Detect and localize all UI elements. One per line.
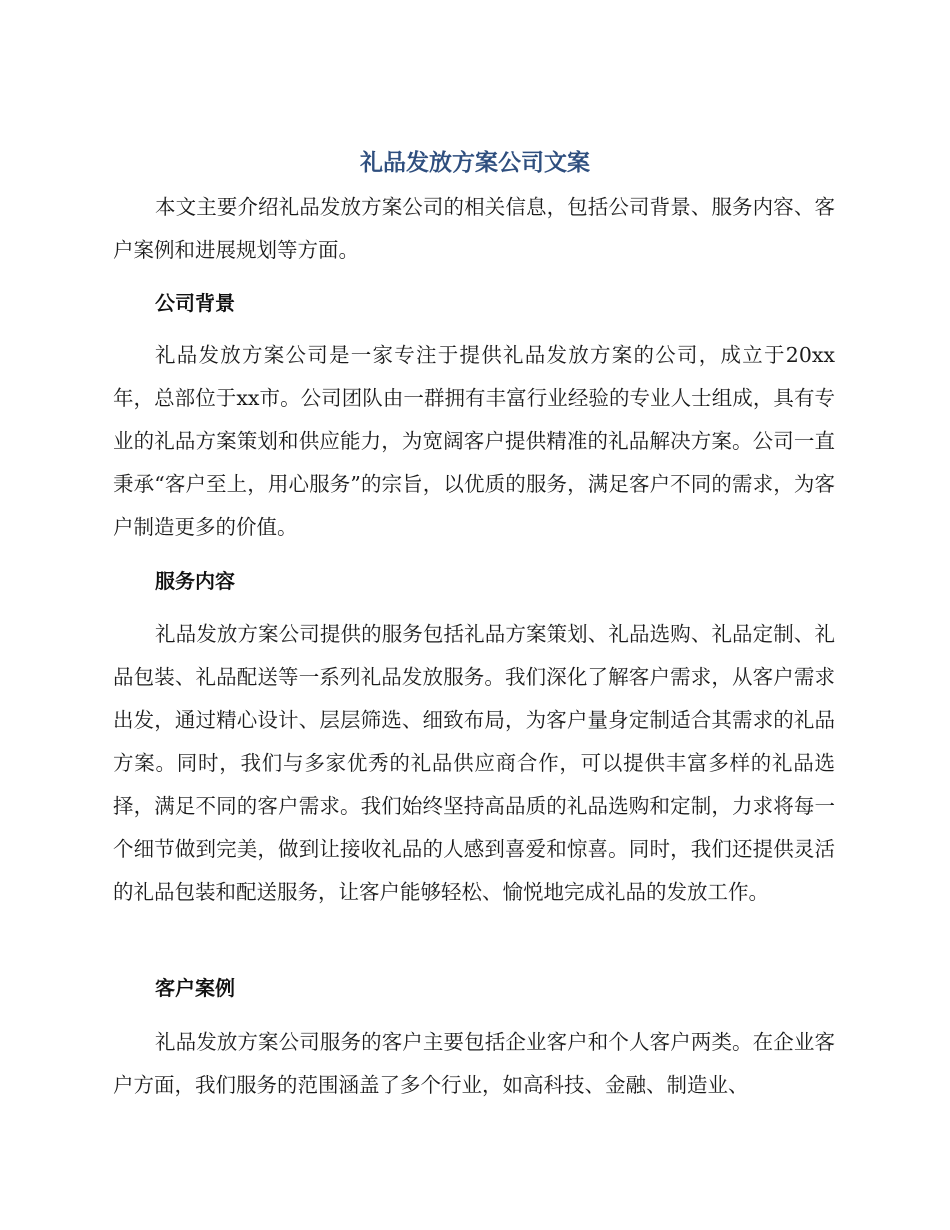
section-heading-client-cases: 客户案例: [155, 976, 235, 1000]
section-heading-services: 服务内容: [155, 569, 235, 593]
intro-paragraph: 本文主要介绍礼品发放方案公司的相关信息，包括公司背景、服务内容、客户案例和进展规划等方面。: [113, 195, 835, 262]
section-body-company-background: 礼品发放方案公司是一家专注于提供礼品发放方案的公司，成立于20xx年，总部位于xx市。公司团队由一群拥有丰富行业经验的专业人士组成，具有专业的礼品方案策划和供应能力，为宽阔客户提供精准的礼品解决方案。公司一直秉承“客户至上，用心服务”的宗旨，以优质的服务，满足客户不同的需求，为客户制造更多的价值。: [113, 343, 835, 539]
section-heading-company-background: 公司背景: [155, 291, 235, 315]
section-body-services: 礼品发放方案公司提供的服务包括礼品方案策划、礼品选购、礼品定制、礼品包装、礼品配送等一系列礼品发放服务。我们深化了解客户需求，从客户需求出发，通过精心设计、层层筛选、细致布局，为客户量身定制适合其需求的礼品方案。同时，我们与多家优秀的礼品供应商合作，可以提供丰富多样的礼品选择，满足不同的客户需求。我们始终坚持高品质的礼品选购和定制，力求将每一个细节做到完美，做到让接收礼品的人感到喜爱和惊喜。同时，我们还提供灵活的礼品包装和配送服务，让客户能够轻松、愉悦地完成礼品的发放工作。: [113, 622, 835, 904]
section-body-client-cases: 礼品发放方案公司服务的客户主要包括企业客户和个人客户两类。在企业客户方面，我们服务的范围涵盖了多个行业，如高科技、金融、制造业、: [113, 1030, 835, 1097]
page-title: 礼品发放方案公司文案: [360, 150, 590, 176]
